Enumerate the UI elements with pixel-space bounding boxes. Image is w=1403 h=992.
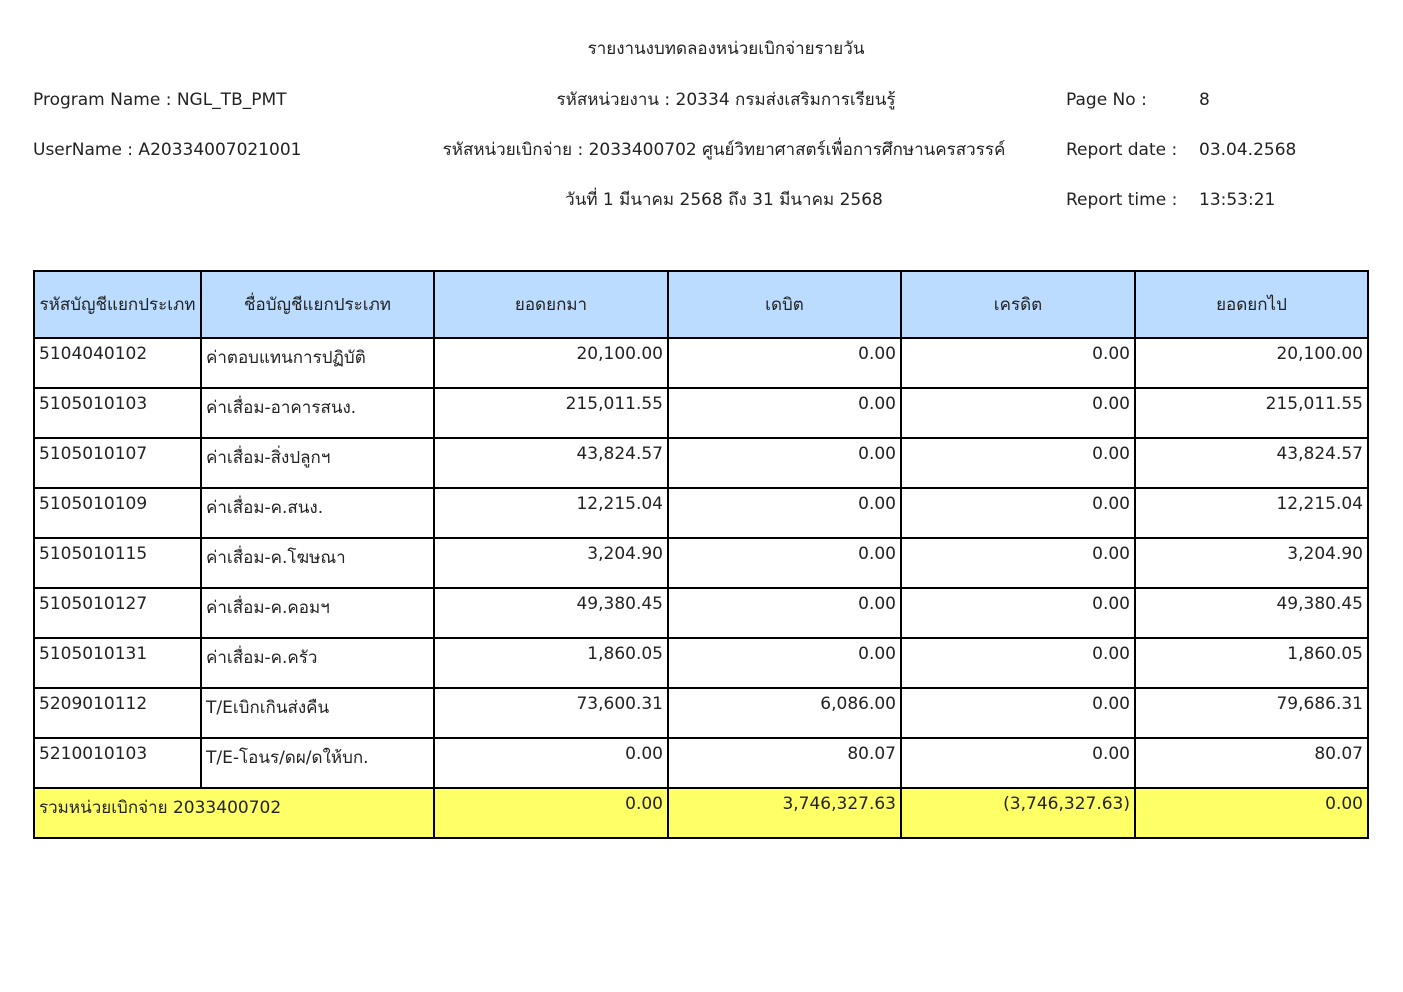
cell-account-code: 5105010103	[34, 388, 201, 438]
cell-brought-forward: 215,011.55	[434, 388, 668, 438]
cell-brought-forward: 20,100.00	[434, 338, 668, 388]
cell-brought-forward: 12,215.04	[434, 488, 668, 538]
total-label: รวมหน่วยเบิกจ่าย 2033400702	[34, 788, 434, 838]
cell-account-code: 5105010109	[34, 488, 201, 538]
cell-brought-forward: 0.00	[434, 738, 668, 788]
report-title: รายงานงบทดลองหน่วยเบิกจ่ายรายวัน	[587, 39, 865, 59]
table-row	[34, 588, 1368, 638]
table-row	[34, 638, 1368, 688]
cell-credit: 0.00	[901, 338, 1135, 388]
table-row	[34, 688, 1368, 738]
report-date-value: 03.04.2568	[1199, 140, 1297, 160]
cell-brought-forward: 43,824.57	[434, 438, 668, 488]
cell-carried-forward: 1,860.05	[1135, 638, 1368, 688]
cell-brought-forward: 3,204.90	[434, 538, 668, 588]
table-row	[34, 338, 1368, 388]
cell-credit: 0.00	[901, 538, 1135, 588]
total-debit: 3,746,327.63	[668, 788, 901, 838]
cell-account-name: ค่าเสื่อม-ค.โฆษณา	[201, 538, 434, 588]
col-header-account-name: ชื่อบัญชีแยกประเภท	[201, 271, 434, 338]
cell-account-code: 5105010127	[34, 588, 201, 638]
cell-account-code: 5105010115	[34, 538, 201, 588]
table-row	[34, 488, 1368, 538]
cell-brought-forward: 73,600.31	[434, 688, 668, 738]
report-time-label: Report time :	[1066, 190, 1178, 210]
cell-debit: 0.00	[668, 638, 901, 688]
total-carried-forward: 0.00	[1135, 788, 1368, 838]
col-header-credit: เครดิต	[901, 271, 1135, 338]
cell-debit: 0.00	[668, 588, 901, 638]
cell-carried-forward: 43,824.57	[1135, 438, 1368, 488]
cell-carried-forward: 20,100.00	[1135, 338, 1368, 388]
cell-account-name: T/Eเบิกเกินส่งคืน	[201, 688, 434, 738]
cell-credit: 0.00	[901, 738, 1135, 788]
cell-debit: 0.00	[668, 438, 901, 488]
cell-carried-forward: 49,380.45	[1135, 588, 1368, 638]
disbursement-unit-code: รหัสหน่วยเบิกจ่าย : 2033400702 ศูนย์วิทยาศาสตร์เพื่อการศึกษานครสวรรค์	[442, 140, 1006, 160]
cell-credit: 0.00	[901, 488, 1135, 538]
cell-account-code: 5210010103	[34, 738, 201, 788]
cell-brought-forward: 49,380.45	[434, 588, 668, 638]
cell-credit: 0.00	[901, 438, 1135, 488]
cell-carried-forward: 12,215.04	[1135, 488, 1368, 538]
username: UserName : A20334007021001	[33, 140, 302, 160]
col-header-debit: เดบิต	[668, 271, 901, 338]
cell-account-code: 5104040102	[34, 338, 201, 388]
cell-account-name: ค่าเสื่อม-อาคารสนง.	[201, 388, 434, 438]
cell-account-name: ค่าเสื่อม-ค.ครัว	[201, 638, 434, 688]
cell-debit: 80.07	[668, 738, 901, 788]
cell-brought-forward: 1,860.05	[434, 638, 668, 688]
cell-carried-forward: 79,686.31	[1135, 688, 1368, 738]
cell-account-code: 5209010112	[34, 688, 201, 738]
cell-debit: 0.00	[668, 488, 901, 538]
cell-credit: 0.00	[901, 688, 1135, 738]
cell-credit: 0.00	[901, 588, 1135, 638]
table-header-row	[34, 271, 1368, 338]
col-header-brought-forward: ยอดยกมา	[434, 271, 668, 338]
cell-credit: 0.00	[901, 388, 1135, 438]
cell-credit: 0.00	[901, 638, 1135, 688]
date-range: วันที่ 1 มีนาคม 2568 ถึง 31 มีนาคม 2568	[565, 190, 883, 210]
cell-carried-forward: 80.07	[1135, 738, 1368, 788]
program-name: Program Name : NGL_TB_PMT	[33, 90, 287, 110]
total-row	[34, 788, 1368, 838]
table-row	[34, 388, 1368, 438]
agency-code: รหัสหน่วยงาน : 20334 กรมส่งเสริมการเรียนรู้	[556, 90, 896, 110]
col-header-carried-forward: ยอดยกไป	[1135, 271, 1368, 338]
cell-account-name: ค่าตอบแทนการปฏิบัติ	[201, 338, 434, 388]
trial-balance-table	[33, 270, 1369, 839]
table-row	[34, 538, 1368, 588]
cell-account-name: ค่าเสื่อม-ค.สนง.	[201, 488, 434, 538]
col-header-account-code: รหัสบัญชีแยกประเภท	[34, 271, 201, 338]
cell-account-name: ค่าเสื่อม-สิ่งปลูกฯ	[201, 438, 434, 488]
cell-debit: 0.00	[668, 538, 901, 588]
cell-carried-forward: 215,011.55	[1135, 388, 1368, 438]
cell-debit: 0.00	[668, 388, 901, 438]
cell-debit: 6,086.00	[668, 688, 901, 738]
table-row	[34, 738, 1368, 788]
page-no-value: 8	[1199, 90, 1210, 110]
cell-account-code: 5105010131	[34, 638, 201, 688]
cell-account-name: T/E-โอนร/ดผ/ดให้บก.	[201, 738, 434, 788]
page-no-label: Page No :	[1066, 90, 1147, 110]
report-date-label: Report date :	[1066, 140, 1178, 160]
cell-carried-forward: 3,204.90	[1135, 538, 1368, 588]
cell-account-name: ค่าเสื่อม-ค.คอมฯ	[201, 588, 434, 638]
table-row	[34, 438, 1368, 488]
total-credit: (3,746,327.63)	[901, 788, 1135, 838]
total-brought-forward: 0.00	[434, 788, 668, 838]
cell-debit: 0.00	[668, 338, 901, 388]
cell-account-code: 5105010107	[34, 438, 201, 488]
report-time-value: 13:53:21	[1199, 190, 1276, 210]
